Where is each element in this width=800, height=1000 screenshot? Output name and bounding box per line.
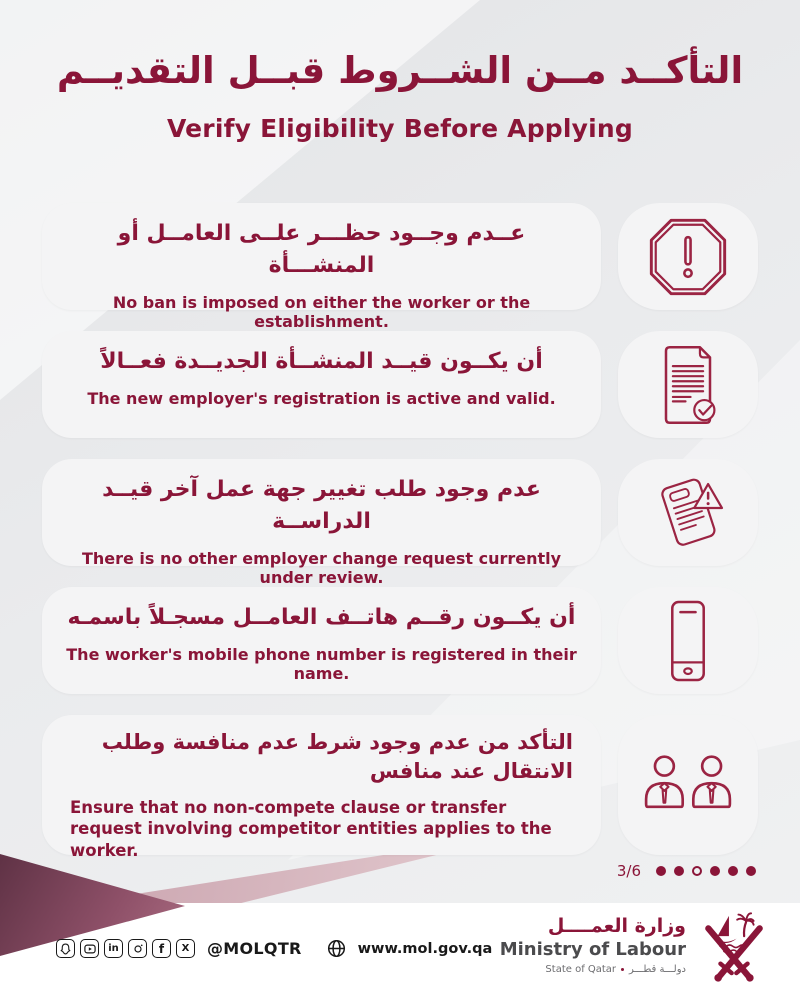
globe-icon [327, 939, 346, 958]
website-url: www.mol.gov.qa [357, 940, 493, 957]
eligibility-item-2 [42, 331, 758, 438]
eligibility-card-1 [42, 203, 601, 331]
page-title-english: Verify Eligibility Before Applying [166, 113, 634, 143]
card-text-english: No ban is imposed on either the worker or the establishment. [112, 292, 531, 331]
card-text-arabic: عدم وجود طلب تغيير جهة عمل آخر قيــد الدراســة [102, 477, 541, 534]
card-text-english: The worker's mobile phone number is registered in their name. [66, 644, 577, 683]
page-title-arabic: التأكــد مــن الشــروط قبــل التقديــم [56, 49, 744, 92]
card-text-arabic: أن يكــون قيــد المنشــأة الجديــدة فعــالاً [100, 349, 543, 374]
facebook-icon: f [152, 939, 171, 958]
eligibility-card-2 [42, 331, 601, 438]
eligibility-list [42, 203, 758, 860]
state-arabic: دولـــة قطـــر [629, 964, 686, 975]
dot-separator [621, 968, 624, 971]
ministry-name-arabic: وزارة العمــــل [547, 915, 686, 937]
document-alert-icon [642, 469, 734, 557]
social-links-row [56, 939, 492, 958]
youtube-icon [80, 939, 99, 958]
qatar-emblem-icon [696, 906, 772, 984]
state-english: State of Qatar [545, 964, 617, 975]
eligibility-card-5 [42, 715, 601, 860]
eligibility-item-1 [42, 203, 758, 331]
page-dot-filled [656, 866, 666, 876]
page-dot-filled [746, 866, 756, 876]
ministry-name-english: Ministry of Labour [499, 939, 686, 960]
card-text-english: The new employer's registration is active and valid. [87, 388, 556, 408]
document-check-icon [648, 341, 728, 429]
card-text-english: Ensure that no non-compete clause or transfer request involving competitor entities applies to the worker. [70, 797, 552, 860]
card-icon-tile-3 [618, 459, 758, 566]
card-text-english: There is no other employer change request currently under review. [81, 548, 562, 587]
card-text-arabic: أن يكــون رقــم هاتــف العامــل مسجـلاً باسمـه [67, 605, 576, 630]
card-text-arabic: التأكد من عدم وجود شرط عدم منافسة وطلب الانتقال عند منافس [101, 730, 573, 784]
eligibility-item-5 [42, 715, 758, 860]
eligibility-card-3 [42, 459, 601, 587]
header [0, 46, 800, 143]
card-text-arabic: عــدم وجــود حظـــر علــى العامــل أو المنشـــأة [117, 221, 526, 278]
ministry-logo-text [500, 915, 686, 975]
page-counter: 3/6 [616, 862, 641, 880]
mobile-phone-icon [656, 597, 720, 685]
x-icon: X [176, 939, 195, 958]
card-icon-tile-2 [618, 331, 758, 438]
page-dot-hollow [692, 866, 702, 876]
social-handle: @MOLQTR [207, 939, 302, 958]
pagination [617, 862, 756, 880]
card-icon-tile-4 [618, 587, 758, 694]
instagram-icon [128, 939, 147, 958]
page-dot-filled [710, 866, 720, 876]
stop-octagon-alert-icon [644, 213, 732, 301]
ministry-logo [500, 906, 772, 984]
page-dot-filled [674, 866, 684, 876]
eligibility-card-4 [42, 587, 601, 694]
pagination-dots [656, 866, 756, 876]
eligibility-item-3 [42, 459, 758, 587]
card-icon-tile-5 [618, 715, 758, 855]
eligibility-item-4 [42, 587, 758, 694]
snapchat-icon [56, 939, 75, 958]
state-of-qatar-line [500, 964, 686, 975]
linkedin-icon: in [104, 939, 123, 958]
card-icon-tile-1 [618, 203, 758, 310]
page-dot-filled [728, 866, 738, 876]
two-workers-icon [629, 747, 747, 823]
